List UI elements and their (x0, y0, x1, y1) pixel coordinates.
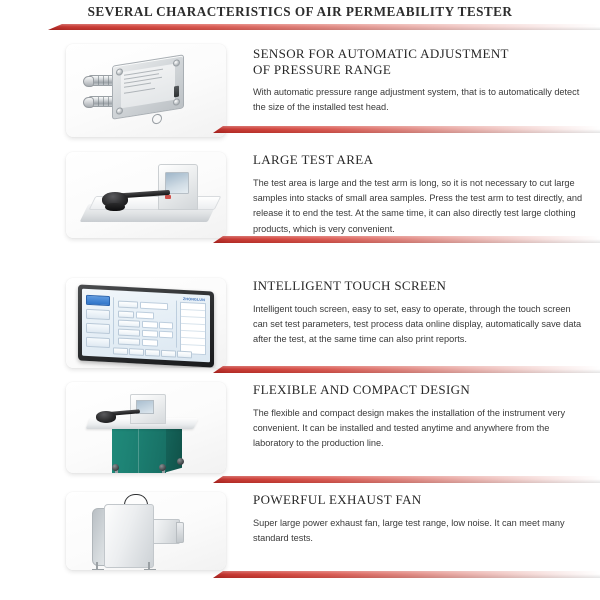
section-divider-5 (213, 571, 600, 578)
section-text-1 (253, 46, 583, 116)
section-body-4: The flexible and compact design makes the installation of the instrument very convenient. It can be installed and tested anytime and anywhere from the laboratory to the production line. (253, 407, 566, 449)
section-image-1 (66, 44, 226, 137)
bench-red-button (165, 195, 171, 199)
touchscreen-side-button-4[interactable] (86, 337, 110, 348)
section-heading-1-line1: SENSOR FOR AUTOMATIC ADJUSTMENT (253, 46, 509, 61)
section-image-card-4 (66, 382, 226, 473)
bench-control-column (158, 164, 198, 210)
touchscreen-bezel (78, 284, 214, 367)
touchscreen-side-button-3[interactable] (86, 323, 110, 334)
section-body-3: Intelligent touch screen, easy to set, easy to operate, through the touch screen can set test parameters, test process data online display, automatically save data after the test, at the same time can also print reports. (253, 303, 582, 345)
section-divider-3-shade (213, 366, 600, 373)
fan-base-right (144, 569, 156, 570)
section-body-1: With automatic pressure range adjustment system, that is to automatically detect the size of the installed test head. (253, 87, 580, 113)
sensor-label-plate (121, 64, 175, 109)
fan-base-left (92, 569, 104, 570)
fan-outlet-duct (150, 519, 180, 544)
sensor-mount-ring (152, 113, 162, 125)
section-divider-4 (213, 476, 600, 483)
title-divider (48, 24, 600, 30)
section-image-card-5 (66, 492, 226, 570)
section-divider-4-shade (213, 476, 600, 483)
caster-rear (177, 458, 184, 465)
sensor-connector (174, 86, 179, 98)
section-divider-3-bar (213, 366, 600, 373)
touchscreen-data-chart (180, 302, 206, 355)
page-title-block (0, 4, 600, 20)
section-heading-1-line2: OF PRESSURE RANGE (253, 61, 392, 77)
caster-right (159, 464, 166, 471)
touchscreen-side-button-1[interactable] (86, 295, 110, 306)
section-divider-1 (213, 126, 600, 133)
touchscreen-footer-button-2[interactable] (129, 348, 144, 356)
title-divider-bar (48, 24, 600, 30)
section-divider-5-bar (213, 571, 600, 578)
machine-test-head (96, 411, 116, 423)
section-image-3 (66, 278, 226, 368)
fan-scroll-housing (104, 504, 154, 568)
benchtop-tester-illustration (66, 152, 226, 238)
section-divider-3 (213, 366, 600, 373)
section-heading-3: INTELLIGENT TOUCH SCREEN (253, 278, 447, 293)
touchscreen-side-button-2[interactable] (86, 309, 110, 320)
section-heading-4: FLEXIBLE AND COMPACT DESIGN (253, 382, 471, 397)
touchscreen-footer-button-5[interactable] (177, 351, 192, 359)
section-image-4 (66, 382, 226, 473)
section-text-3 (253, 278, 583, 348)
touchscreen-footer-button-4[interactable] (161, 350, 176, 358)
section-text-5 (253, 492, 583, 546)
section-image-card-2 (66, 152, 226, 238)
section-image-card-3 (66, 278, 226, 368)
touchscreen-illustration (66, 278, 226, 368)
section-image-2 (66, 152, 226, 238)
section-text-2 (253, 152, 583, 237)
touchscreen-display (82, 289, 210, 363)
touchscreen-brand-label: ZHONGLUN (183, 296, 205, 302)
caster-left (112, 464, 119, 471)
floor-stand-machine-illustration (66, 382, 226, 473)
section-image-card-1 (66, 44, 226, 137)
page-title: SEVERAL CHARACTERISTICS OF AIR PERMEABILITY TESTER (87, 4, 513, 19)
section-divider-5-shade (213, 571, 600, 578)
sensor-module-illustration (66, 44, 226, 137)
exhaust-fan-illustration (66, 492, 226, 570)
touchscreen-parameter-panel (113, 297, 177, 347)
section-image-5 (66, 492, 226, 570)
cabinet-front-panel (112, 428, 166, 473)
section-heading-2: LARGE TEST AREA (253, 152, 374, 167)
section-divider-1-shade (213, 126, 600, 133)
section-heading-1 (253, 46, 583, 77)
bench-test-head (102, 192, 128, 208)
cabinet-door-seam (138, 428, 139, 473)
touchscreen-footer-button-1[interactable] (113, 347, 128, 355)
section-body-5: Super large power exhaust fan, large test range, low noise. It can meet many standard tests. (253, 517, 565, 543)
touchscreen-footer-button-3[interactable] (145, 349, 160, 357)
section-body-2: The test area is large and the test arm is long, so it is not necessary to cut large samples into stacks of small area samples. Press the test arm to test directly, and release it to end the test. At the same time, it can also directly test large clothing products, which is very convenient. (253, 177, 583, 234)
section-text-4 (253, 382, 583, 452)
title-divider-shade (48, 24, 600, 30)
section-divider-1-bar (213, 126, 600, 133)
section-divider-4-bar (213, 476, 600, 483)
section-heading-5: POWERFUL EXHAUST FAN (253, 492, 422, 507)
